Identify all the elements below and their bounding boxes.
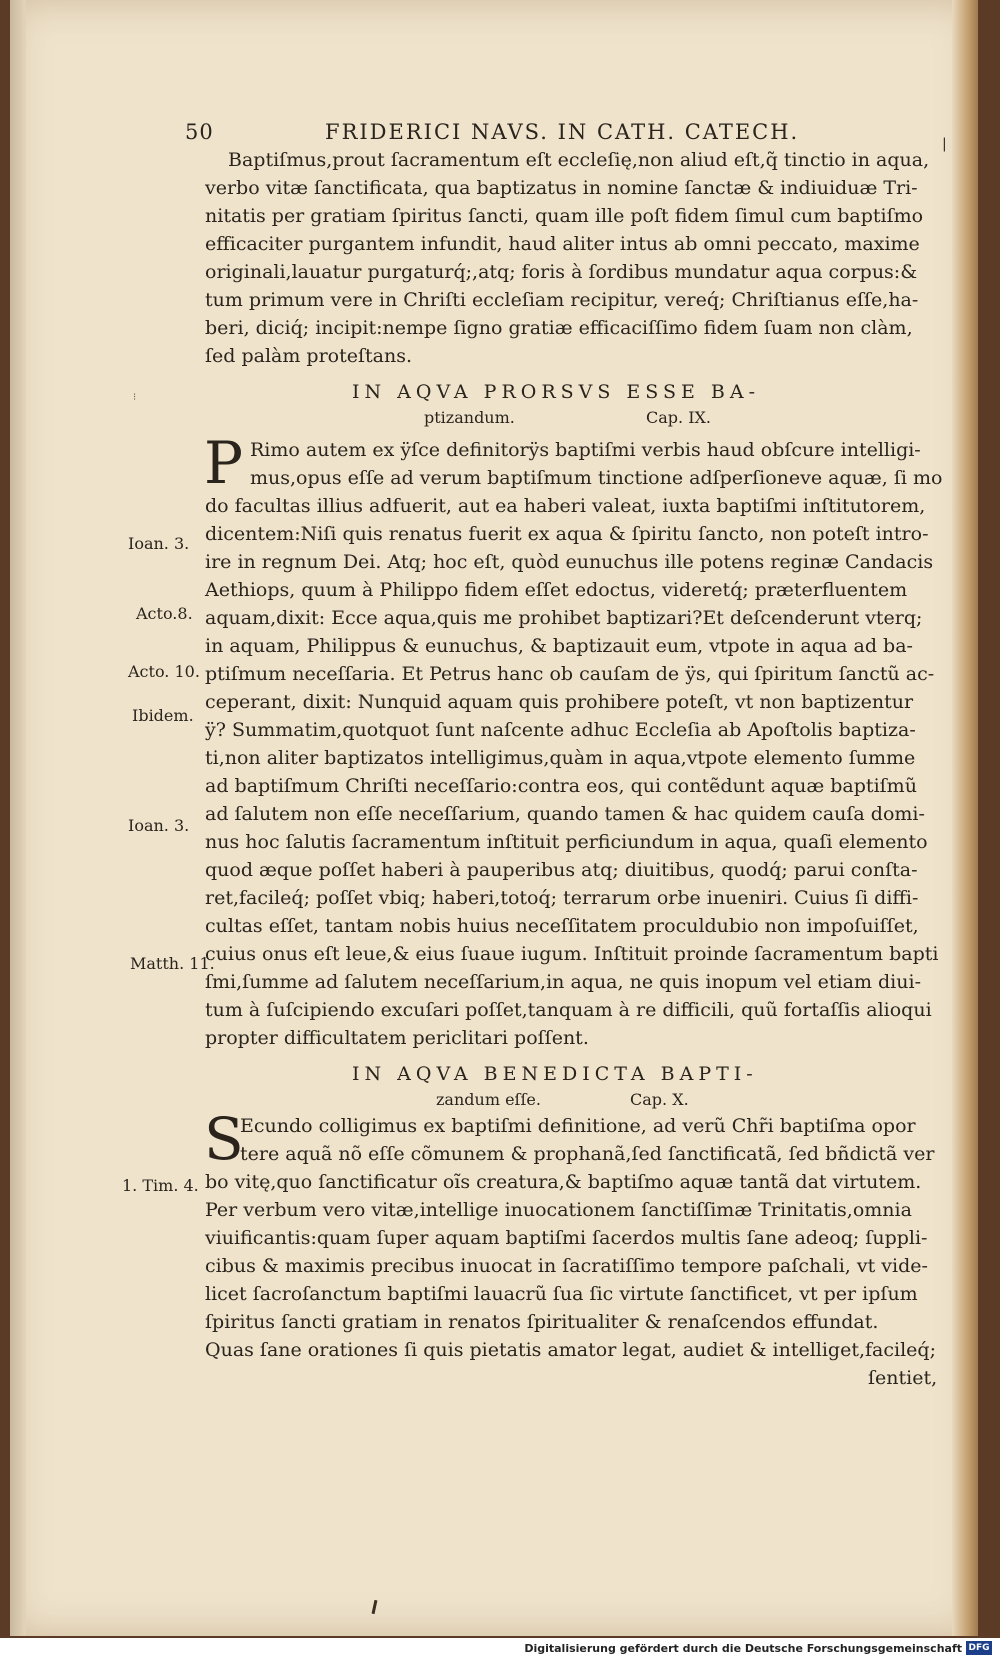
text-line: nus hoc ſalutis ſacramentum inſtituit perficiundum in aqua, quaſi elemento <box>205 831 928 853</box>
text-line: cuius onus eſt leue,& eius ſuaue iugum. Inſtituit proinde ſacramentum bapti <box>205 943 939 965</box>
funding-credit: Digitalisierung gefördert durch die Deutsche Forschungsgemeinschaft <box>524 1642 962 1655</box>
text-line: cibus & maximis precibus inuocat in ſacratiſſimo tempore paſchali, vt vide- <box>205 1255 928 1277</box>
margin-reference: Acto.8. <box>136 604 193 623</box>
text-line: viuificantis:quam ſuper aquam baptiſmi ſacerdos multis ſane adeoq; ſuppli- <box>205 1227 928 1249</box>
text-line: ad baptiſmum Chriſti neceſſario:contra eos, qui contẽdunt aquæ baptiſmũ <box>205 775 917 797</box>
text-line: aquam,dixit: Ecce aqua,quis me prohibet baptizari?Et deſcenderunt vterq; <box>205 607 923 629</box>
text-line: beri, diciq́; incipit:nempe ſigno gratiæ efficaciſſimo fidem ſuam non clàm, <box>205 317 913 339</box>
text-line: originali,lauatur purgaturq́;,atq; foris à ſordibus mundatur aqua corpus:& <box>205 261 918 283</box>
text-line: mus,opus eſſe ad verum baptiſmum tinctione adſperſioneve aquæ, ſi mo <box>250 467 943 489</box>
chapter-number: Cap. X. <box>630 1090 689 1109</box>
drop-cap: P <box>204 429 244 497</box>
catchword: ſentiet, <box>868 1367 938 1389</box>
chapter-heading-cont: ptizandum. <box>424 408 515 427</box>
drop-cap: S <box>204 1105 244 1173</box>
margin-reference: Ibidem. <box>132 706 194 725</box>
margin-reference: Ioan. 3. <box>128 534 190 553</box>
text-line: ſmi,ſumme ad ſalutem neceſſarium,in aqua, ne quis inopum vel etiam diui- <box>205 971 921 993</box>
text-line: ſed palàm proteſtans. <box>205 345 413 367</box>
text-line: tum à ſuſcipiendo excuſari poſſet,tanquam à re difficili, quũ fortaſſis alioqui <box>205 999 932 1021</box>
margin-mark: ⁝ <box>133 392 137 403</box>
text-line: efficaciter purgantem infundit, haud aliter intus ab omni peccato, maxime <box>205 233 920 255</box>
folio-number: 50 <box>185 120 214 144</box>
text-line: licet ſacroſanctum baptiſmi lauacrũ ſua ſic virtute ſanctificet, vt per ipſum <box>205 1283 918 1305</box>
ink-mark: | <box>942 136 947 152</box>
text-line: quod æque poſſet haberi à pauperibus atq; diuitibus, quodq́; parui conſta- <box>205 859 918 881</box>
text-line: tum primum vere in Chriſti eccleſiam recipitur, vereq́; Chriſtianus eſſe,ha- <box>205 289 919 311</box>
dfg-logo: DFG <box>966 1641 992 1655</box>
margin-reference: 1. Tim. 4. <box>122 1176 199 1195</box>
text-line: ret,facileq́; poſſet vbiq; haberi,totoq́; terrarum orbe inueniri. Cuius ſi diffi- <box>205 887 919 909</box>
text-line: ceperant, dixit: Nunquid aquam quis prohibere poteſt, vt non baptizentur <box>205 691 914 713</box>
text-line: Quas ſane orationes ſi quis pietatis amator legat, audiet & intelliget,facileq́; <box>205 1339 936 1361</box>
text-line: ÿ? Summatim,quotquot ſunt naſcente adhuc Eccleſia ab Apoſtolis baptiza- <box>205 719 916 741</box>
text-line: Aethiops, quum à Philippo fidem eſſet edoctus, videretq́; præterfluentem <box>205 579 908 601</box>
text-line: ire in regnum Dei. Atq; hoc eſt, quòd eunuchus ille potens reginæ Candacis <box>205 551 934 573</box>
text-line: dicentem:Niſi quis renatus fuerit ex aqua & ſpiritu ſancto, non poteſt intro- <box>205 523 929 545</box>
text-line: ſpiritus ſancti gratiam in renatos ſpiritualiter & renaſcendos effundat. <box>205 1311 879 1333</box>
text-line: verbo vitæ ſanctificata, qua baptizatus in nomine ſanctæ & indiuiduæ Tri- <box>205 177 918 199</box>
chapter-number: Cap. IX. <box>646 408 711 427</box>
text-line: ti,non aliter baptizatos intelligimus,quàm in aqua,vtpote elemento ſumme <box>205 747 916 769</box>
text-line: ad ſalutem non eſſe neceſſarium, quando tamen & hac quidem cauſa domi- <box>205 803 925 825</box>
margin-reference: Acto. 10. <box>128 662 200 681</box>
text-line: cultas eſſet, tantam nobis huius neceſſitatem proculdubio non impoſuiſſet, <box>205 915 919 937</box>
running-title: FRIDERICI NAVS. IN CATH. CATECH. <box>325 120 800 144</box>
text-line: Ecundo colligimus ex baptiſmi definitione, ad verũ Chr̃i baptiſma opor <box>240 1115 916 1137</box>
chapter-heading: IN AQVA PRORSVS ESSE BA- <box>352 381 761 403</box>
text-line: Rimo autem ex ÿſce definitorÿs baptiſmi verbis haud obſcure intelligi- <box>250 439 921 461</box>
page-gutter <box>10 0 26 1636</box>
text-line: do facultas illius adfuerit, aut ea haberi valeat, iuxta baptiſmi inſtitutorem, <box>205 495 926 517</box>
margin-reference: Ioan. 3. <box>128 816 190 835</box>
margin-reference: Matth. 11. <box>130 954 215 973</box>
text-line: ptiſmum neceſſaria. Et Petrus hanc ob cauſam de ÿs, qui ſpiritum ſanctũ ac- <box>205 663 935 685</box>
page-edge <box>952 0 978 1636</box>
text-line: Baptiſmus,prout ſacramentum eſt eccleſię,non aliud eſt,q̃ tinctio in aqua, <box>228 149 930 171</box>
chapter-heading-cont: zandum eſſe. <box>436 1090 541 1109</box>
text-line: propter difficultatem periclitari poſſent. <box>205 1027 589 1049</box>
text-line: Per verbum vero vitæ,intellige inuocationem ſanctiſſimæ Trinitatis,omnia <box>205 1199 912 1221</box>
chapter-heading: IN AQVA BENEDICTA BAPTI- <box>352 1063 758 1085</box>
text-line: bo vitę,quo ſanctificatur oĩs creatura,& baptiſmo aquæ tantã dat virtutem. <box>205 1171 922 1193</box>
text-line: tere aquã nõ eſſe cõmunem & prophanã,ſed ſanctificatã, ſed bñdictã ver <box>240 1143 935 1165</box>
footer-bar <box>0 1638 1000 1668</box>
text-line: nitatis per gratiam ſpiritus ſancti, quam ille poſt fidem ſimul cum baptiſmo <box>205 205 924 227</box>
text-line: in aquam, Philippus & eunuchus, & baptizauit eum, vtpote in aqua ad ba- <box>205 635 913 657</box>
